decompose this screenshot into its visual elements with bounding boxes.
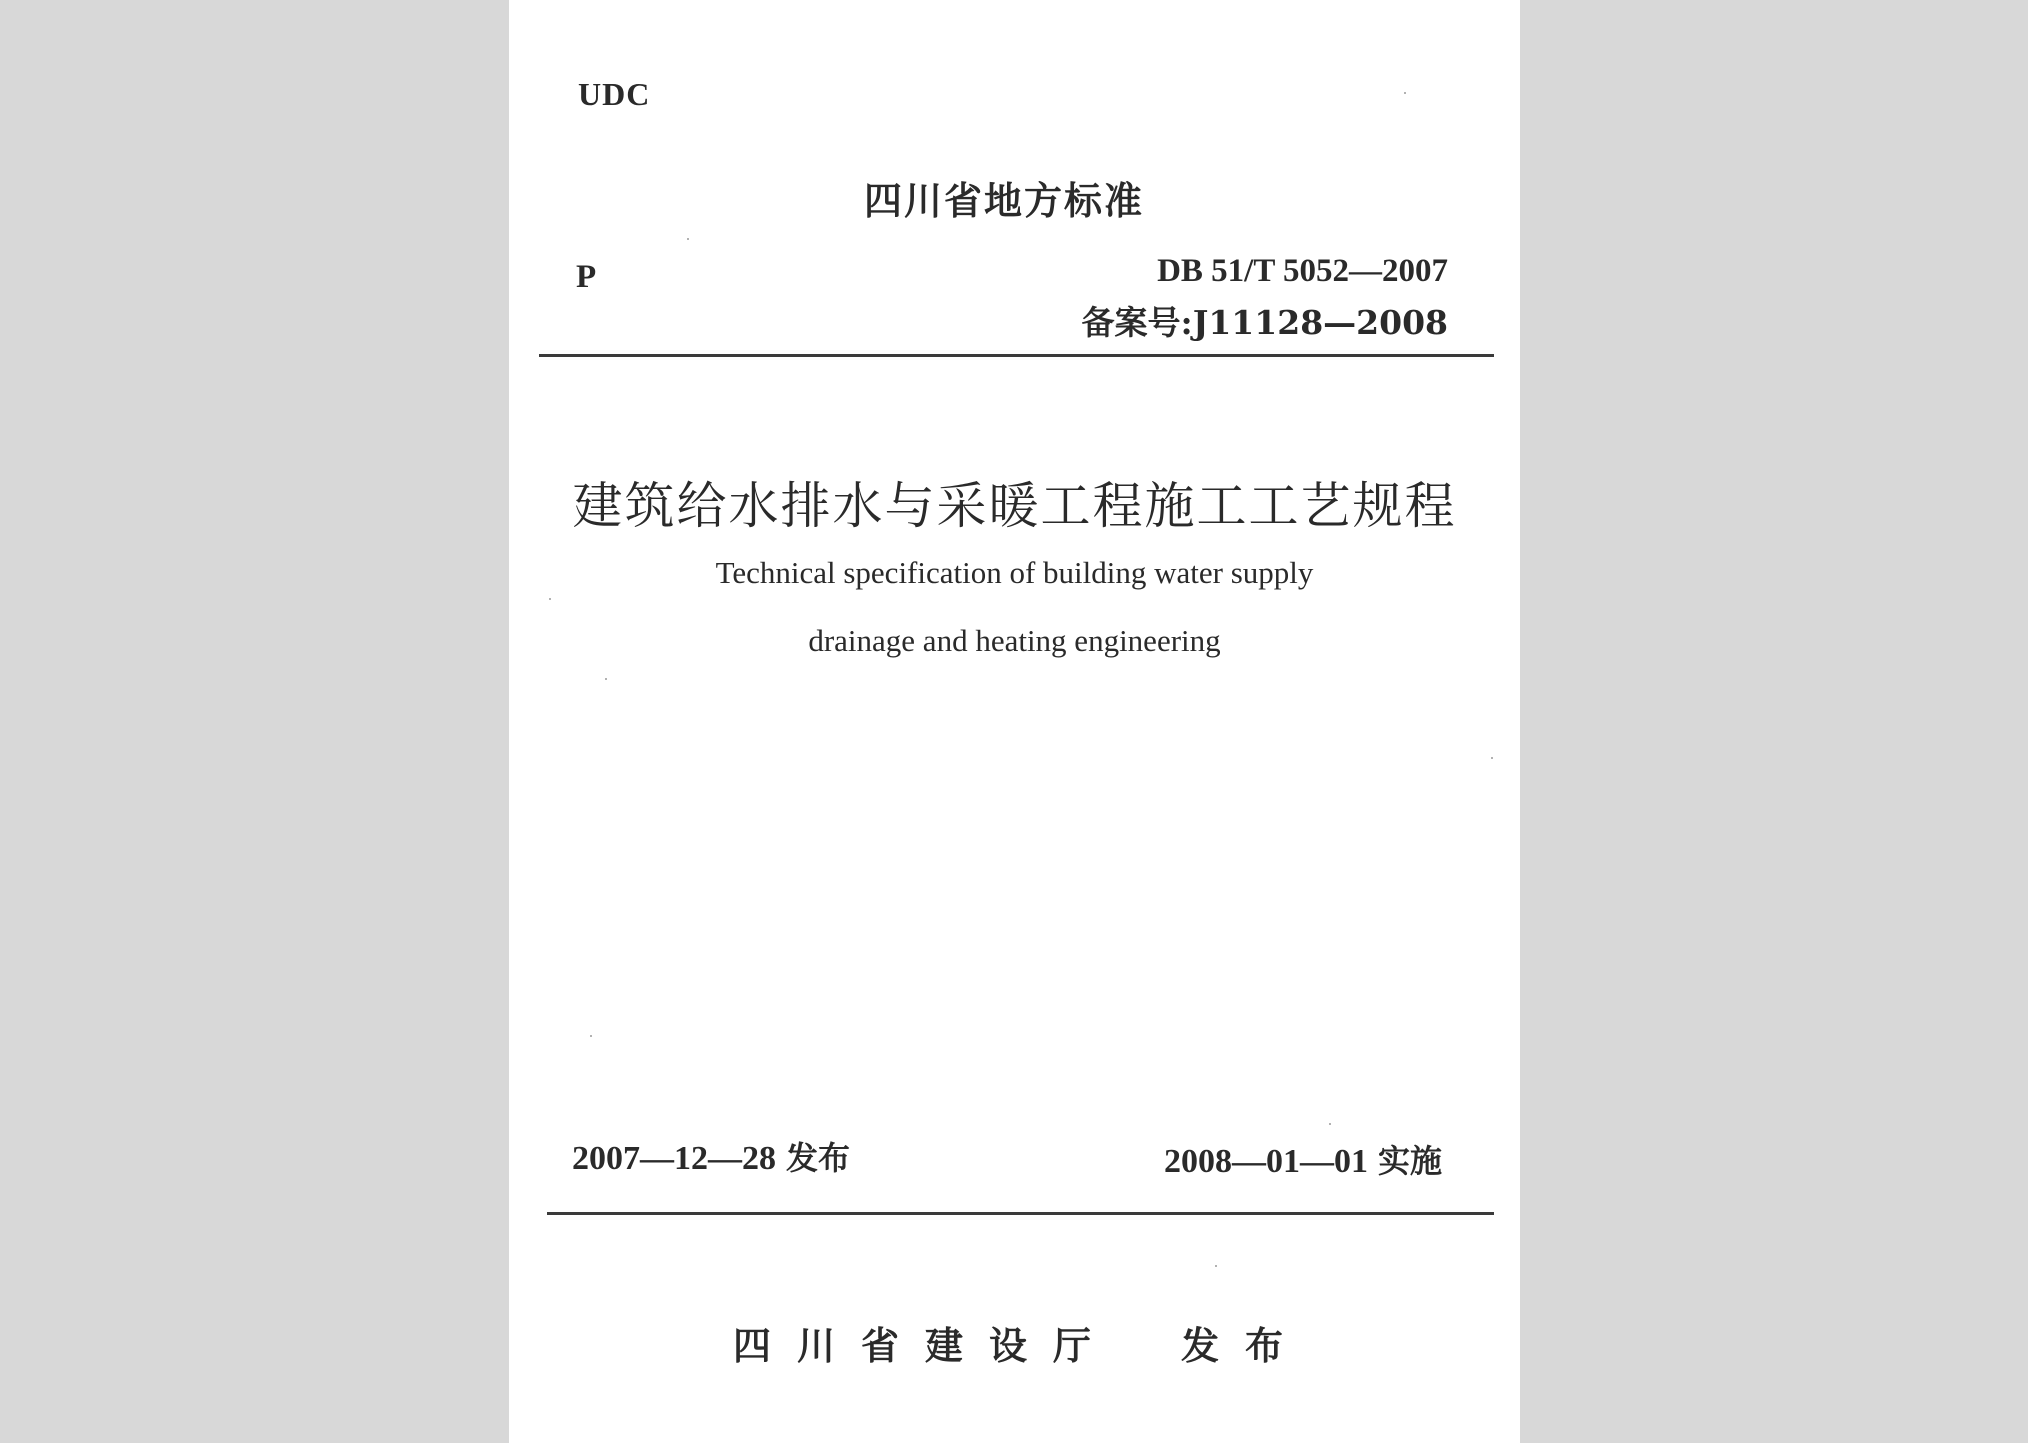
header-divider — [539, 354, 1494, 357]
implementation-date: 2008—01—01 — [1163, 1143, 1368, 1180]
classification-letter: P — [576, 259, 597, 295]
publisher-name: 四川省建设厅 — [733, 1324, 1118, 1368]
footer-divider — [547, 1212, 1494, 1215]
udc-label: UDC — [578, 76, 651, 112]
scan-speck — [549, 598, 551, 600]
title-chinese: 建筑给水排水与采暖工程施工工艺规程 — [572, 477, 1457, 535]
scan-speck — [1404, 92, 1406, 94]
title-english-line1: Technical specification of building water supply — [715, 555, 1314, 590]
scan-speck — [1215, 1265, 1217, 1267]
publish-label: 发布 — [1181, 1324, 1310, 1368]
standard-code: DB 51/T 5052—2007 — [1157, 253, 1448, 289]
scan-speck — [1329, 1123, 1331, 1125]
document-cover-page — [509, 0, 1520, 1443]
scan-speck — [605, 678, 607, 680]
scan-speck — [1491, 757, 1493, 759]
filing-number: 备案号:J11128—2008 — [1081, 303, 1448, 342]
title-english-line2: drainage and heating engineering — [808, 623, 1221, 658]
standard-type-heading: 四川省地方标准 — [864, 179, 1145, 223]
scan-speck — [590, 1035, 592, 1037]
scan-speck — [687, 238, 689, 240]
implementation-label: 实施 — [1377, 1142, 1442, 1180]
issue-date-block — [572, 1133, 850, 1179]
issue-label: 发布 — [786, 1139, 851, 1177]
implementation-date-block — [1164, 1136, 1442, 1182]
issue-date: 2007—12—28 — [572, 1140, 776, 1177]
